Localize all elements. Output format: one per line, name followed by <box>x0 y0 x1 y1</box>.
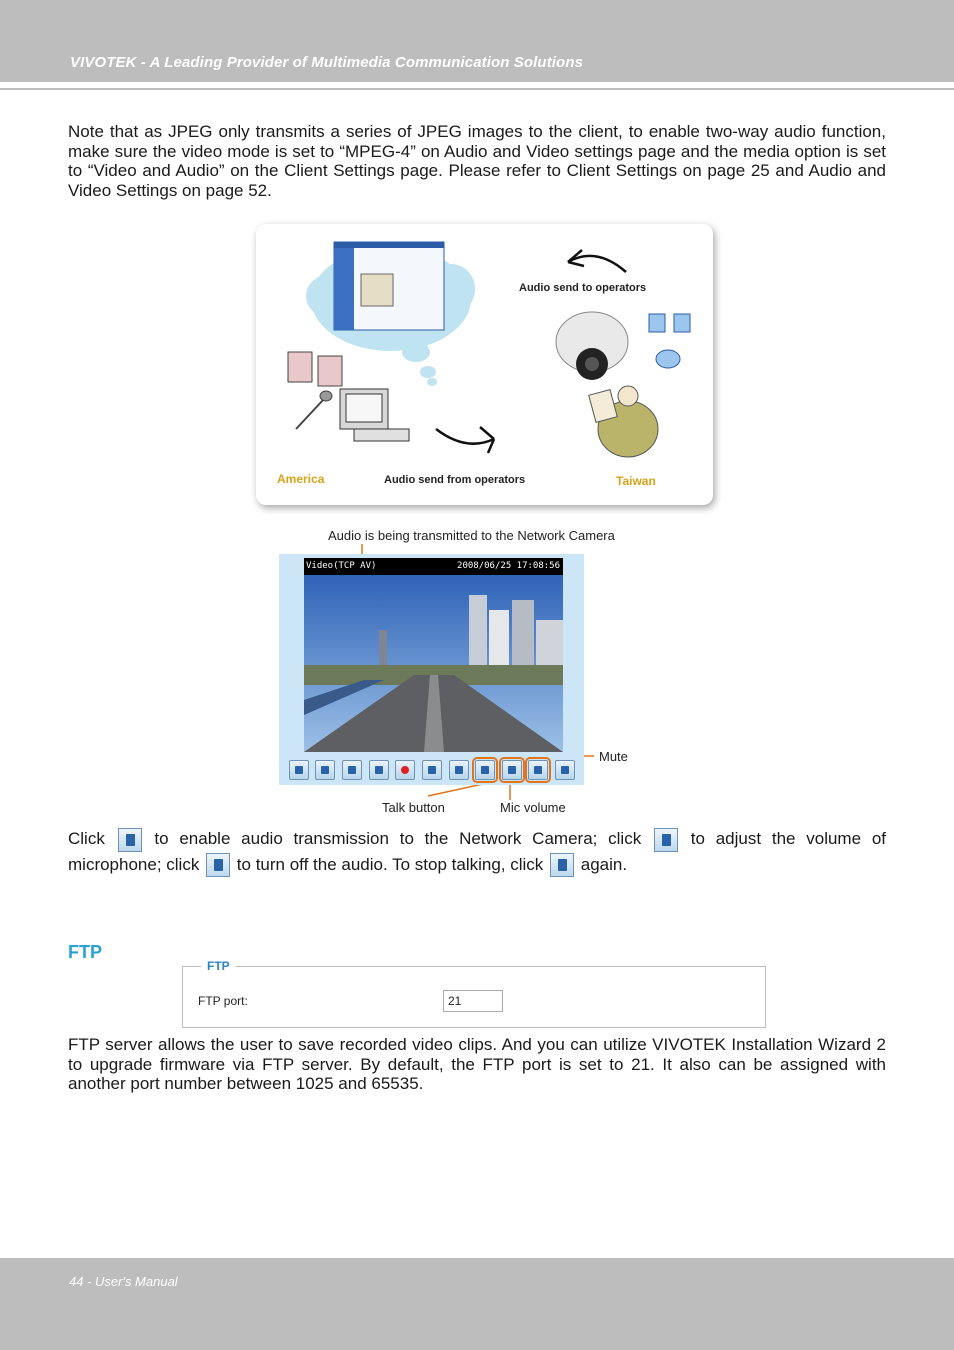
page-footer <box>0 1258 954 1350</box>
illustration-art <box>256 224 713 505</box>
video-status-bar <box>304 558 563 575</box>
instructions-paragraph <box>68 826 886 877</box>
snapshot-button[interactable] <box>289 760 309 780</box>
page-header <box>0 0 954 82</box>
talk-icon-again <box>550 853 574 877</box>
taiwan-label: Taiwan <box>616 474 656 488</box>
talk-caption: Talk button <box>382 800 445 815</box>
mute-button[interactable] <box>528 760 548 780</box>
instr-text-1: Click <box>68 829 105 848</box>
intro-paragraph: Note that as JPEG only transmits a series of JPEG images to the client, to enable two-way audio function, make sure the video mode is set to “MPEG-4” on Audio and Video settings page and the media option is set to “Video and Audio” on the Client Settings page. Please refer to Client Settings on page 25 and Audio and Video Settings on page 52. <box>68 122 886 200</box>
instr-text-4: to turn off the audio. To stop talking, click <box>236 854 544 874</box>
mute-icon <box>206 853 230 877</box>
america-label: America <box>277 472 325 486</box>
instr-text-3: to adjust the volume of microphone; click <box>68 829 886 874</box>
ftp-settings-box <box>182 959 766 1028</box>
ftp-port-label: FTP port: <box>198 994 248 1008</box>
live-viewer <box>279 554 584 785</box>
video-status-left: Video(TCP AV) <box>306 561 377 571</box>
two-way-audio-illustration <box>256 224 713 505</box>
instr-text-2: to enable audio transmission to the Network Camera; click <box>154 829 642 848</box>
ftp-port-input[interactable] <box>443 990 503 1012</box>
viewer-caption: Audio is being transmitted to the Network Camera <box>328 528 615 543</box>
volume-button[interactable] <box>422 760 442 780</box>
stop-button[interactable] <box>369 760 389 780</box>
header-title: VIVOTEK - A Leading Provider of Multimedia Communication Solutions <box>70 54 584 71</box>
mic-volume-caption: Mic volume <box>500 800 566 815</box>
footer-text: 44 - User's Manual <box>69 1274 178 1289</box>
fullscreen-button[interactable] <box>555 760 575 780</box>
video-timestamp: 2008/06/25 17:08:56 <box>457 561 560 571</box>
audio-to-operators-label: Audio send to operators <box>519 282 647 294</box>
video-frame <box>304 575 563 752</box>
ftp-section-title: FTP <box>68 942 102 962</box>
zoom-button[interactable] <box>315 760 335 780</box>
instr-text-5: again. <box>580 854 628 874</box>
ftp-description: FTP server allows the user to save recorded video clips. And you can utilize VIVOTEK Installation Wizard 2 to upgrade firmware via FTP server. By default, the FTP port is set to 21. It also can be assigned with another port number between 1025 and 65535. <box>68 1035 886 1094</box>
pause-button[interactable] <box>342 760 362 780</box>
header-rule <box>0 88 954 90</box>
record-button[interactable] <box>395 760 415 780</box>
talk-button[interactable] <box>475 760 495 780</box>
mic-volume-icon <box>654 828 678 852</box>
mute-caption: Mute <box>599 749 628 764</box>
mic-volume-button[interactable] <box>502 760 522 780</box>
talk-icon <box>118 828 142 852</box>
ftp-legend: FTP <box>201 959 236 973</box>
speaker-button[interactable] <box>449 760 469 780</box>
audio-from-operators-label: Audio send from operators <box>384 474 526 486</box>
